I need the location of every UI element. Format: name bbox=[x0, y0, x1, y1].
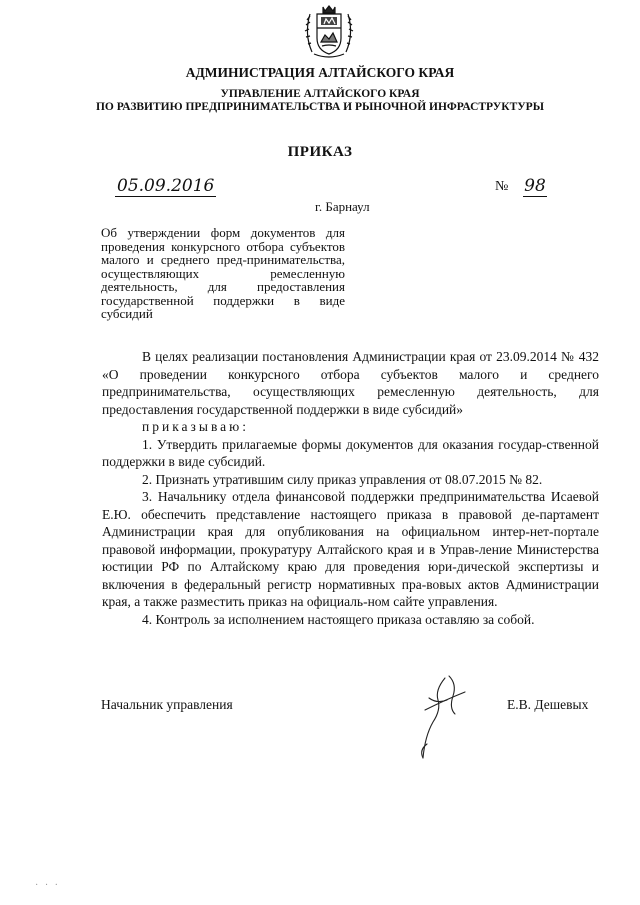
order-item-4: 4. Контроль за исполнением настоящего приказа оставляю за собой. bbox=[142, 611, 535, 627]
department-name-line-2: ПО РАЗВИТИЮ ПРЕДПРИНИМАТЕЛЬСТВА И РЫНОЧНОЙ ИНФРАСТРУКТУРЫ bbox=[95, 101, 544, 113]
coat-of-arms-emblem bbox=[302, 2, 356, 62]
order-word: приказываю: bbox=[142, 419, 249, 434]
signatory-position: Начальник управления bbox=[101, 697, 233, 712]
document-title: ПРИКАЗ bbox=[287, 144, 353, 160]
order-item-3: 3. Начальнику отдела финансовой поддержки предпринимательства Исаевой Е.Ю. обеспечить представление настоящего приказа в правовой де-партамент Администрации края для опубликования на официальном интер-нет-портале правовой информации, прокуратуру Алтайского края и в Управ-ление Министерства юстиции РФ по Алтайскому краю для проведения юри-дической экспертизы и включения в федеральный регистр нормативных пра-вовых актов Администрации края, а также разместить приказ на официаль-ном сайте управления. bbox=[102, 489, 599, 609]
city-line: г. Барнаул bbox=[315, 199, 370, 214]
scan-artifact-dots: · · · bbox=[35, 880, 60, 891]
organization-name: АДМИНИСТРАЦИЯ АЛТАЙСКОГО КРАЯ bbox=[185, 65, 455, 80]
order-subject: Об утверждении форм документов для проведения конкурсного отбора субъектов малого и среднего пред-принимательства, осуществляющих ремесленную деятельность, для предоставления государственной поддержки в виде субсидий bbox=[101, 225, 345, 321]
order-number: 98 bbox=[524, 176, 546, 196]
order-body bbox=[102, 348, 599, 628]
order-item-1: 1. Утвердить прилагаемые формы документов для оказания государ-ственной поддержки в виде субсидий. bbox=[102, 436, 599, 469]
handwritten-signature bbox=[405, 670, 480, 765]
preamble-paragraph: В целях реализации постановления Администрации края от 23.09.2014 № 432 «О проведении конкурсного отбора субъектов малого и среднего предпринимательства, осуществляющих ремесленную деятельность, для предоставления государственной поддержки в виде субсидий» bbox=[102, 349, 599, 417]
order-item-2: 2. Признать утратившим силу приказ управления от 08.07.2015 № 82. bbox=[142, 471, 543, 487]
number-label: № bbox=[495, 179, 509, 194]
signatory-name: Е.В. Дешевых bbox=[507, 697, 589, 712]
order-date: 05.09.2016 bbox=[117, 176, 215, 196]
department-name-line-1: УПРАВЛЕНИЕ АЛТАЙСКОГО КРАЯ bbox=[220, 88, 420, 100]
